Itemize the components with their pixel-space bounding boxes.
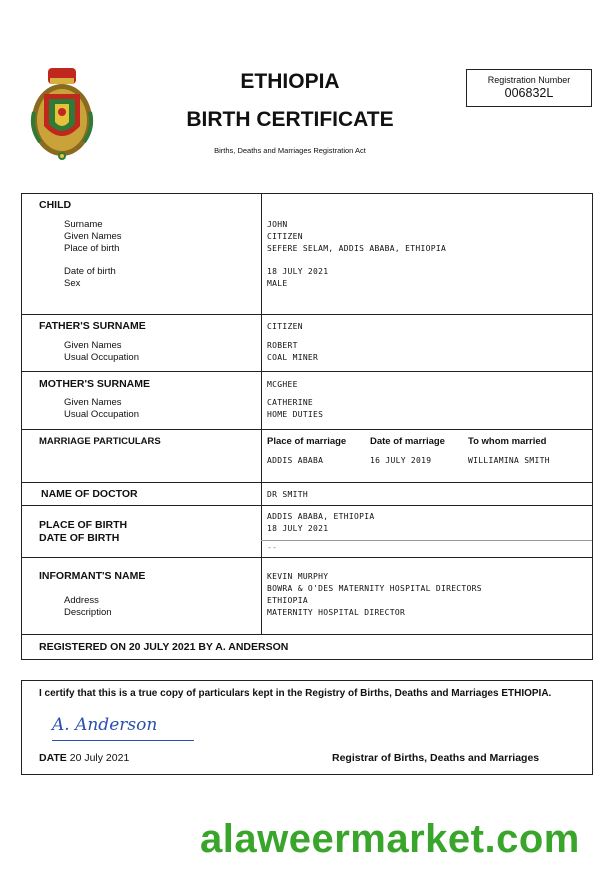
date-value: 20 July 2021 [69,752,130,764]
place-of-birth-heading: PLACE OF BIRTH [39,519,128,531]
certify-statement: I certify that this is a true copy of particulars kept in the Registry of Births, Deaths and Marriages ETHIOPIA. [39,688,552,699]
informant-description-value: MATERNITY HOSPITAL DIRECTOR [267,608,406,617]
marriage-place-column: Place of marriage [267,436,347,447]
father-heading: FATHER'S SURNAME [39,320,146,332]
registrar-title: Registrar of Births, Deaths and Marriages [332,752,540,764]
informant-address-line1: BOWRA & O'DES MATERNITY HOSPITAL DIRECTORS [267,584,482,593]
child-surname-label: Surname [64,219,103,230]
certification-box [21,680,593,775]
father-occupation-value: COAL MINER [267,353,319,362]
child-given-names-label: Given Names [64,231,122,242]
birth-extra-value: -- [267,543,278,552]
marriage-date-column: Date of marriage [370,436,445,447]
marriage-whom-column: To whom married [468,436,547,447]
marriage-whom-value: WILLIAMINA SMITH [468,456,550,465]
child-sex-label: Sex [64,278,81,289]
doctor-value: DR SMITH [267,490,308,499]
certify-date [39,752,129,764]
informant-description-label: Description [64,607,112,618]
signature: A. Anderson [52,715,158,735]
mother-heading: MOTHER'S SURNAME [39,378,150,390]
mother-surname-value: MCGHEE [267,380,298,389]
marriage-heading: MARRIAGE PARTICULARS [39,436,161,447]
document-title: BIRTH CERTIFICATE [186,108,394,131]
mother-given-names-label: Given Names [64,397,122,408]
father-occupation-label: Usual Occupation [64,352,139,363]
marriage-date-value: 16 JULY 2019 [370,456,432,465]
father-given-names-value: ROBERT [267,341,298,350]
coat-of-arms-icon [28,64,96,164]
informant-name-value: KEVIN MURPHY [267,572,329,581]
mother-given-names-value: CATHERINE [267,398,314,407]
child-date-of-birth-value: 18 JULY 2021 [267,267,329,276]
child-date-of-birth-label: Date of birth [64,266,116,277]
country-title: ETHIOPIA [240,70,340,93]
registration-box [466,69,592,107]
doctor-heading: NAME OF DOCTOR [41,488,138,500]
signature-line [52,740,194,741]
child-place-of-birth-label: Place of birth [64,243,120,254]
date-label: DATE [39,752,67,764]
date-of-birth-value: 18 JULY 2021 [267,524,329,533]
father-given-names-label: Given Names [64,340,122,351]
informant-heading: INFORMANT'S NAME [39,570,146,582]
child-heading: CHILD [39,199,72,211]
registration-number: 006832L [504,86,554,100]
registration-label: Registration Number [487,75,571,85]
child-sex-value: MALE [267,279,288,288]
child-surname-value: JOHN [267,220,288,229]
mother-occupation-value: HOME DUTIES [267,410,324,419]
place-of-birth-value: ADDIS ABABA, ETHIOPIA [267,512,375,521]
watermark-text: alaweermarket.com [200,817,580,861]
mother-occupation-label: Usual Occupation [64,409,139,420]
child-place-of-birth-value: SEFERE SELAM, ADDIS ABABA, ETHIOPIA [267,244,447,253]
date-of-birth-heading: DATE OF BIRTH [39,532,120,544]
act-subtitle: Births, Deaths and Marriages Registration Act [214,146,366,155]
informant-address-label: Address [64,595,99,606]
child-given-names-value: CITIZEN [267,232,303,241]
marriage-place-value: ADDIS ABABA [267,456,324,465]
registered-line: REGISTERED ON 20 JULY 2021 BY A. ANDERSON [39,641,289,653]
father-surname-value: CITIZEN [267,322,303,331]
particulars-table [21,193,593,660]
informant-address-line2: ETHIOPIA [267,596,308,605]
